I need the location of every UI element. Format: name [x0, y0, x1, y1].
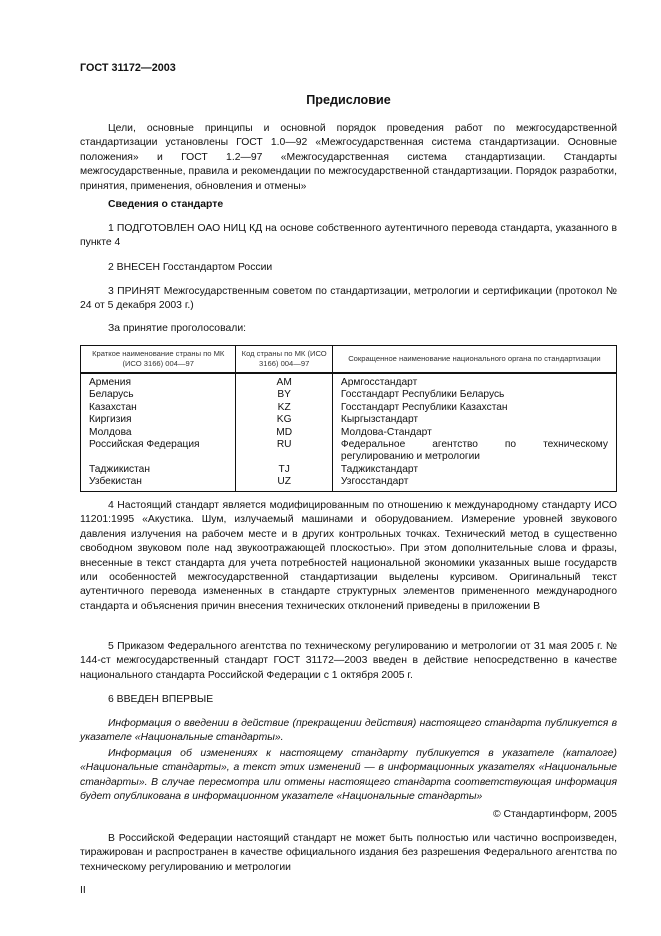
voted-label: За принятие проголосовали:	[108, 323, 247, 334]
info-paragraph-2: Информация об изменениях к настоящему стандарту публикуется в указателе (каталоге) «Национальные стандарты», а текст этих изменений — в информационных указателях «Национальные стандарты». В случае пересмотра или отмены настоящего стандарта соответствующая информация будет опубликована в информационном указателе «Национальные стандарты»	[80, 748, 617, 803]
cell-code: TJ	[236, 464, 332, 476]
intro-paragraph: Цели, основные принципы и основной порядок проведения работ по межгосударственной стандартизации установлены ГОСТ 1.0—92 «Межгосударственная система стандартизации. Основные положения» и ГОСТ 1.2—97 «Межгосударственная система стандартизации. Стандарты межгосударственные, правила и рекомендации по межгосударственной стандартизации. Порядок разработки, принятия, применения, обновления и отмены»	[80, 123, 617, 192]
cell-code: UZ	[236, 476, 332, 491]
table-row	[81, 414, 617, 426]
cell-country: Беларусь	[81, 389, 236, 401]
cell-code: AM	[236, 373, 332, 389]
cell-body: Госстандарт Республики Казахстан	[332, 402, 616, 414]
page-title: Предисловие	[306, 93, 391, 107]
cell-country: Узбекистан	[81, 476, 236, 491]
cell-country: Таджикистан	[81, 464, 236, 476]
document-header: ГОСТ 31172—2003	[80, 62, 176, 74]
cell-code: KZ	[236, 402, 332, 414]
item-4: 4 Настоящий стандарт является модифицированным по отношению к международному стандарту ИСО 11201:1995 «Акустика. Шум, излучаемый машинами и оборудованием. Измерение уровней звукового давления излучения на рабочем месте и в других контрольных точках. Технический метод в существенно свободном звуковом поле над звукоотражающей плоскостью». При этом дополнительные слова и фразы, внесенные в текст стандарта для учета потребностей национальной экономики указанных выше государств или особенностей межгосударственной стандартизации выделены курсивом. Оригинальный текст аутентичного перевода измененных в стандарте структурных элементов примененного международного стандарта и объяснения причин внесения технических отклонений приведены в приложении В	[80, 500, 617, 612]
table-row	[81, 402, 617, 414]
cell-body: Узгосстандарт	[332, 476, 616, 491]
table-row	[81, 439, 617, 464]
item-6: 6 ВВЕДЕН ВПЕРВЫЕ	[108, 694, 214, 705]
cell-country: Молдова	[81, 427, 236, 439]
col-code: Код страны по МК (ИСО 3166) 004—97	[236, 346, 332, 374]
cell-body: Госстандарт Республики Беларусь	[332, 389, 616, 401]
col-body: Сокращенное наименование национального органа по стандартизации	[332, 346, 616, 374]
table-row	[81, 373, 617, 389]
table-row	[81, 476, 617, 491]
copyright: © Стандартинформ, 2005	[492, 809, 617, 820]
cell-body: Таджикстандарт	[332, 464, 616, 476]
cell-code: BY	[236, 389, 332, 401]
page-number: II	[80, 885, 86, 896]
cell-country: Армения	[81, 373, 236, 389]
item-2: 2 ВНЕСЕН Госстандартом России	[108, 262, 273, 273]
section-title: Сведения о стандарте	[108, 199, 224, 210]
cell-country: Киргизия	[81, 414, 236, 426]
info-paragraph-1: Информация о введении в действие (прекращении действия) настоящего стандарта публикуется в указателе «Национальные стандарты».	[80, 718, 617, 744]
table-row	[81, 464, 617, 476]
item-1: 1 ПОДГОТОВЛЕН ОАО НИЦ КД на основе собственного аутентичного перевода стандарта, указанного в пункте 4	[80, 223, 617, 249]
cell-body: Федеральное агентство по техническому регулированию и метрологии	[332, 439, 616, 464]
reproduction-notice: В Российской Федерации настоящий стандарт не может быть полностью или частично воспроизведен, тиражирован и распространен в качестве официального издания без разрешения Федерального агентства по техническому регулированию и метрологии	[80, 833, 617, 873]
cell-code: KG	[236, 414, 332, 426]
cell-country: Казахстан	[81, 402, 236, 414]
cell-body: Кыргызстандарт	[332, 414, 616, 426]
table-row	[81, 427, 617, 439]
table-row	[81, 389, 617, 401]
item-5: 5 Приказом Федерального агентства по техническому регулированию и метрологии от 31 мая 2005 г. № 144-ст межгосударственный стандарт ГОСТ 31172—2003 введен в действие непосредственно в качестве национального стандарта Российской Федерации с 1 октября 2005 г.	[80, 641, 617, 681]
cell-code: RU	[236, 439, 332, 464]
item-3: 3 ПРИНЯТ Межгосударственным советом по стандартизации, метрологии и сертификации (протокол № 24 от 5 декабря 2003 г.)	[80, 286, 617, 312]
cell-body: Армгосстандарт	[332, 373, 616, 389]
cell-body: Молдова-Стандарт	[332, 427, 616, 439]
voting-table	[80, 345, 617, 492]
col-country: Краткое наименование страны по МК (ИСО 3166) 004—97	[81, 346, 236, 374]
cell-country: Российская Федерация	[81, 439, 236, 464]
cell-code: MD	[236, 427, 332, 439]
